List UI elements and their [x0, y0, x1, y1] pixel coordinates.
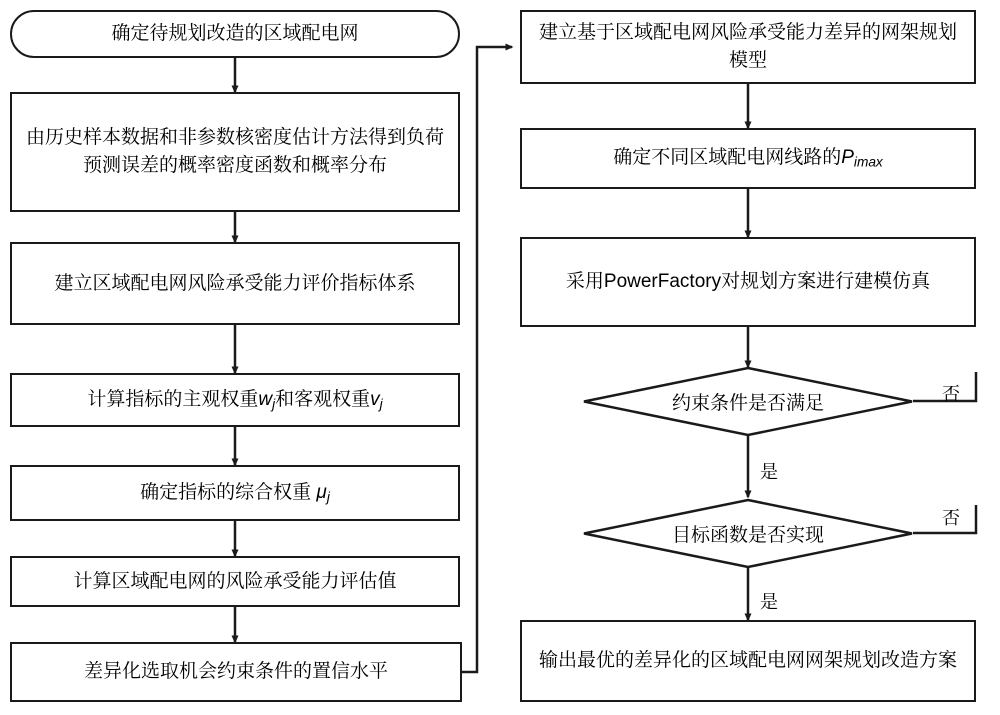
edge-label-dec2-yes: 是	[760, 592, 778, 612]
node-end-label: 输出最优的差异化的区域配电网网架规划改造方案	[538, 650, 957, 672]
node-step6-label: 差异化选取机会约束条件的置信水平	[83, 661, 388, 683]
node-start	[10, 10, 460, 58]
node-step7	[520, 10, 976, 84]
edge-label-dec1-yes: 是	[760, 462, 778, 482]
node-step7-label: 建立基于区域配电网风险承受能力差异的网架规划模型	[538, 22, 957, 71]
edge-label-dec2-no: 否	[942, 508, 960, 528]
node-decision-objective	[583, 499, 913, 568]
edge-label-dec1-no: 否	[942, 384, 960, 404]
node-step2-label: 建立区域配电网风险承受能力评价指标体系	[54, 272, 416, 294]
node-step8	[520, 128, 976, 189]
node-start-label: 确定待规划改造的区域配电网	[111, 23, 359, 45]
node-step3-label: 计算指标的主观权重$w_j$和客观权重$v_j$	[87, 388, 383, 412]
node-step9	[520, 237, 976, 327]
node-step8-label: 确定不同区域配电网线路的$P_{imax}$	[613, 147, 883, 170]
node-decision-objective-label: 目标函数是否实现	[671, 525, 824, 546]
node-step1	[10, 92, 460, 212]
node-step3	[10, 373, 460, 427]
node-end	[520, 620, 976, 702]
node-step5-label: 计算区域配电网的风险承受能力评估值	[73, 570, 397, 592]
node-step4	[10, 465, 460, 521]
node-step1-label: 由历史样本数据和非参数核密度估计方法得到负荷预测误差的概率密度函数和概率分布	[25, 127, 444, 176]
node-step4-label: 确定指标的综合权重 $\mu_j$	[140, 481, 330, 505]
node-step9-label: 采用PowerFactory对规划方案进行建模仿真	[565, 271, 931, 293]
node-step2	[10, 242, 460, 325]
node-decision-constraints	[583, 367, 913, 436]
node-step6	[10, 642, 462, 702]
node-decision-constraints-label: 约束条件是否满足	[671, 393, 824, 414]
node-step5	[10, 556, 460, 607]
